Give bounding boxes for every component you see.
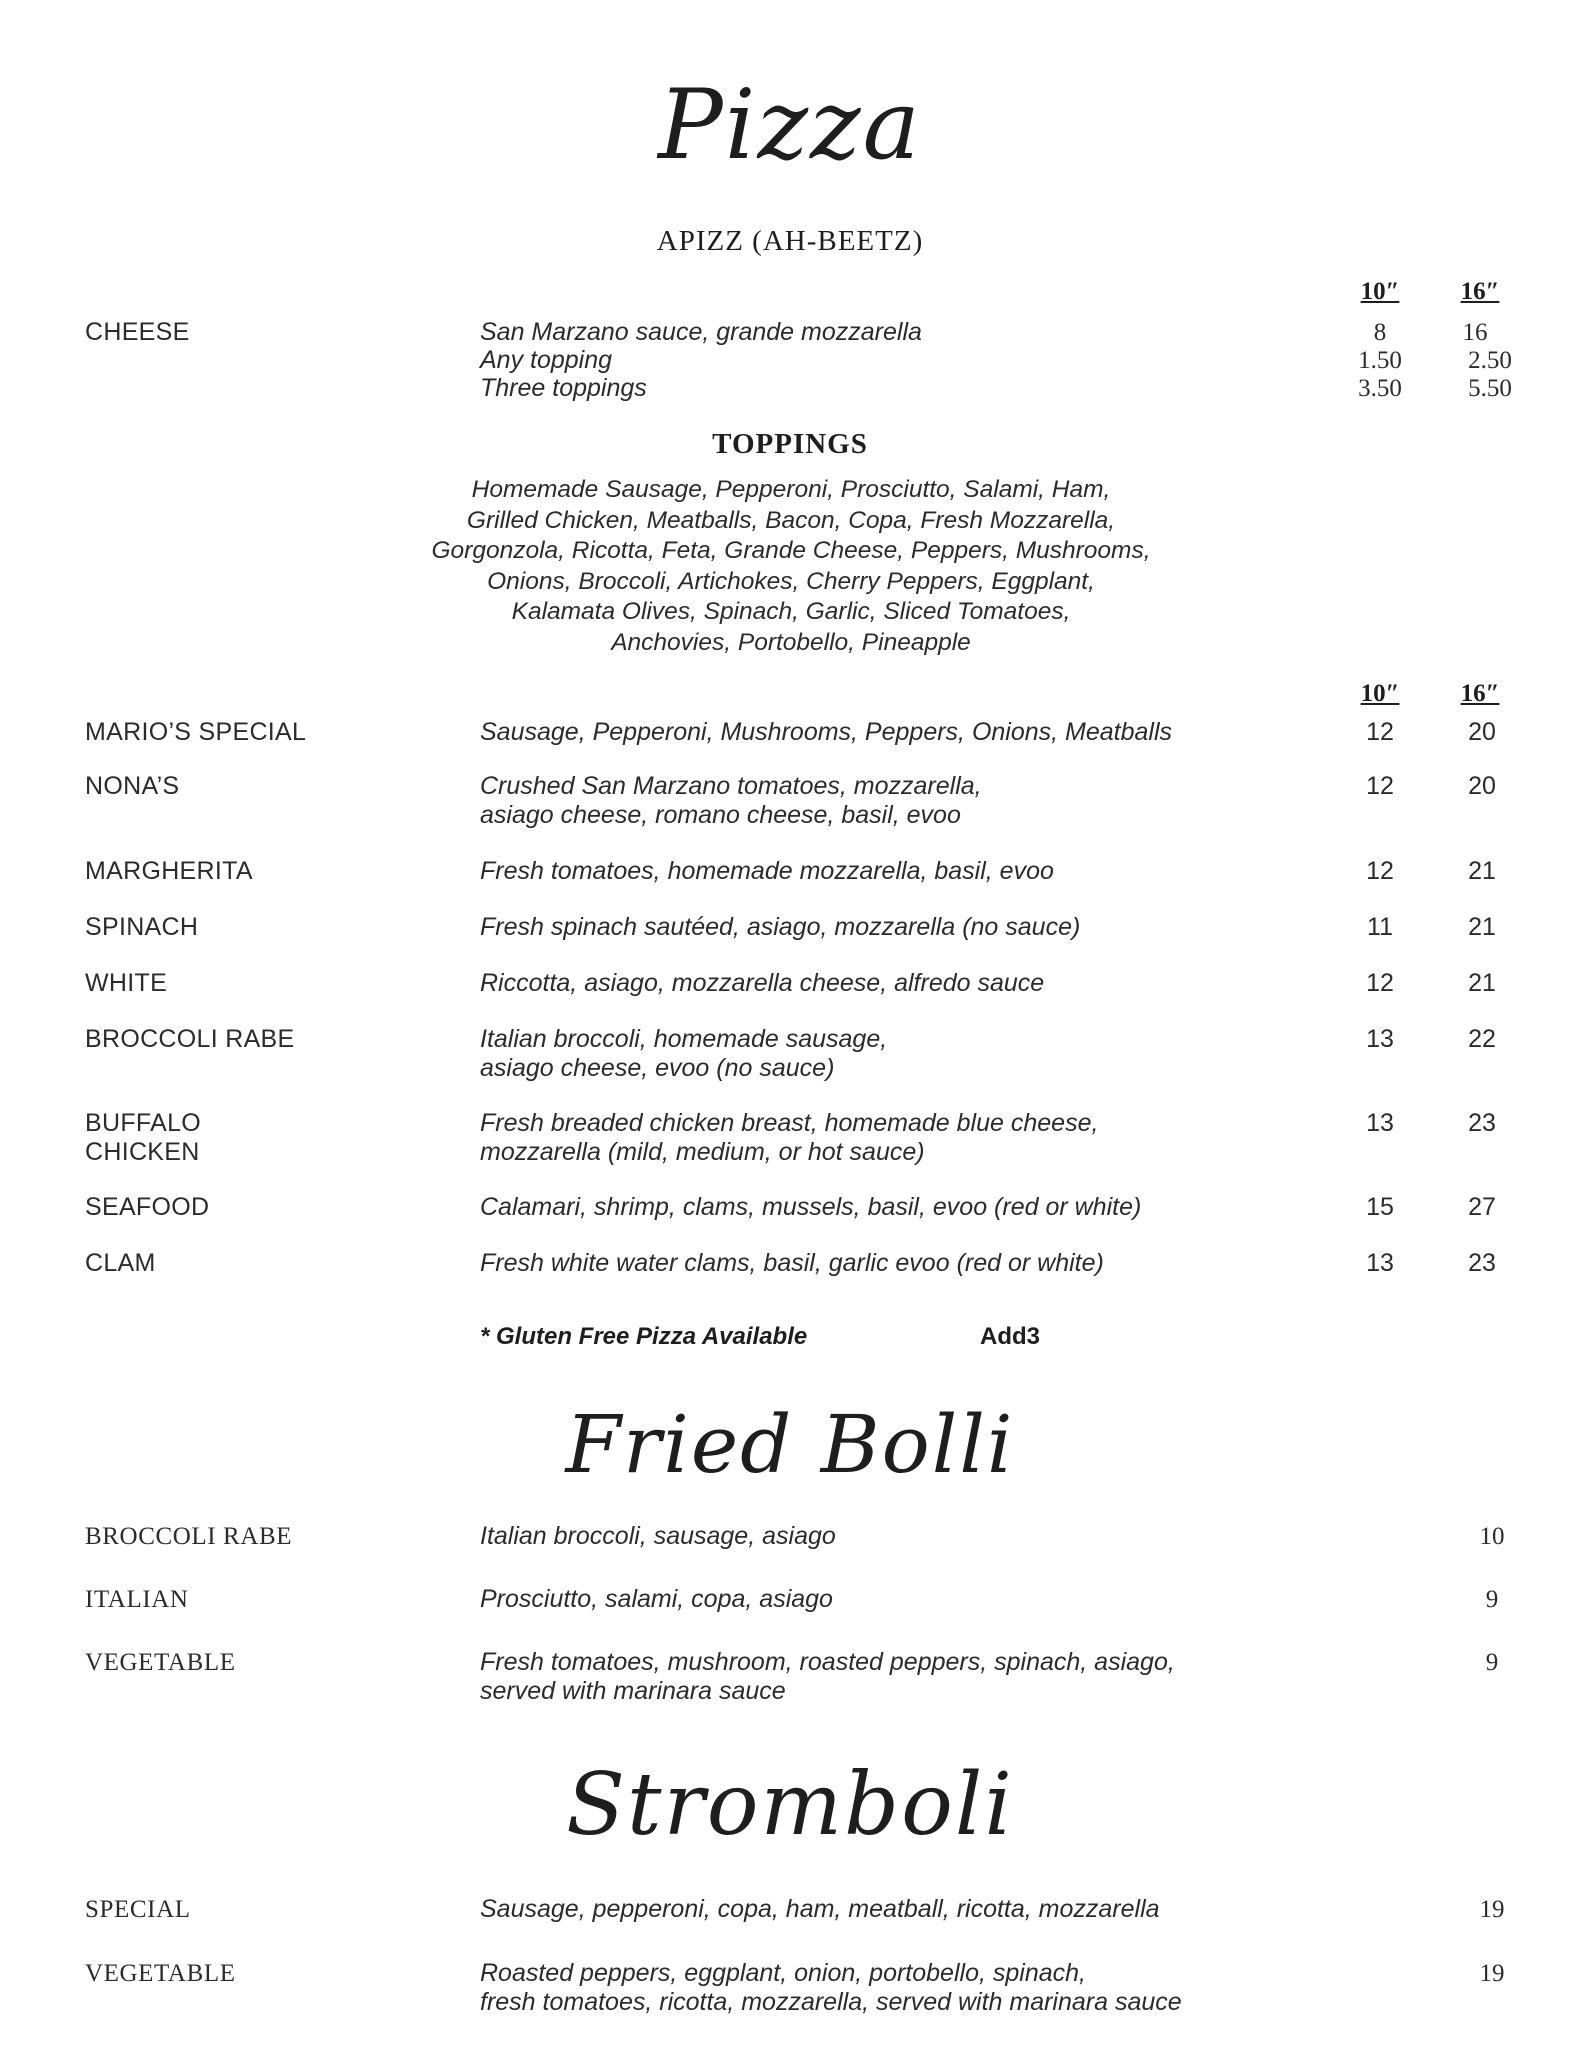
- menu-item-description: Fresh spinach sautéed, asiago, mozzarella (no sauce): [480, 913, 1081, 941]
- size-header-small: 10″: [1360, 680, 1400, 707]
- menu-item-description: Prosciutto, salami, copa, asiago: [480, 1585, 833, 1613]
- menu-item-name: VEGETABLE: [85, 1649, 236, 1676]
- price-10-inch: 12: [1366, 969, 1394, 997]
- menu-item-name: BUFFALO CHICKEN: [85, 1109, 202, 1166]
- price-16-inch: 21: [1468, 857, 1496, 885]
- size-header-small: 10″: [1360, 278, 1400, 305]
- menu-item-description: Calamari, shrimp, clams, mussels, basil, evoo (red or white): [480, 1193, 1142, 1221]
- price-16-inch: 16: [1462, 319, 1488, 346]
- menu-item-description: Fresh tomatoes, homemade mozzarella, basil, evoo: [480, 857, 1054, 885]
- toppings-line: Gorgonzola, Ricotta, Feta, Grande Cheese, Peppers, Mushrooms,: [431, 537, 1151, 564]
- price-16-inch: 21: [1468, 969, 1496, 997]
- price-16-inch: 23: [1468, 1249, 1496, 1277]
- menu-item-name: BROCCOLI RABE: [85, 1025, 295, 1053]
- price-16-inch: 20: [1468, 718, 1496, 746]
- menu-item-name: SPINACH: [85, 913, 199, 941]
- price-10-inch: 12: [1366, 772, 1394, 800]
- toppings-line: Grilled Chicken, Meatballs, Bacon, Copa, Fresh Mozzarella,: [466, 506, 1116, 534]
- cheese-line-desc: San Marzano sauce, grande mozzarella: [480, 318, 922, 346]
- cheese-line-desc: Three toppings: [480, 374, 647, 402]
- pizza-title: Pizza: [658, 69, 922, 181]
- menu-item-name: ITALIAN: [85, 1586, 189, 1613]
- item-price: 9: [1485, 1586, 1499, 1613]
- menu-item-description: Italian broccoli, sausage, asiago: [480, 1522, 836, 1550]
- item-price: 10: [1479, 1523, 1505, 1550]
- price-10-inch: 3.50: [1358, 375, 1402, 402]
- price-16-inch: 27: [1468, 1193, 1496, 1221]
- size-header-large: 16″: [1460, 680, 1500, 707]
- toppings-list: [230, 475, 1352, 658]
- price-16-inch: 21: [1468, 913, 1496, 941]
- menu-item-description: Riccotta, asiago, mozzarella cheese, alfredo sauce: [480, 969, 1045, 997]
- menu-item-description: Fresh breaded chicken breast, homemade blue cheese, mozzarella (mild, medium, or hot sauce): [480, 1109, 1099, 1166]
- cheese-line-desc: Any topping: [480, 346, 613, 374]
- price-10-inch: 13: [1366, 1249, 1394, 1277]
- menu-item-name: WHITE: [85, 969, 168, 997]
- price-10-inch: 12: [1366, 857, 1394, 885]
- pizza-subtitle: APIZZ (AH-BEETZ): [656, 225, 924, 257]
- toppings-heading: TOPPINGS: [712, 428, 868, 460]
- price-16-inch: 20: [1468, 772, 1496, 800]
- menu-item-name: VEGETABLE: [85, 1960, 236, 1987]
- price-10-inch: 12: [1366, 718, 1394, 746]
- price-10-inch: 11: [1367, 913, 1393, 941]
- stromboli-title: Stromboli: [566, 1755, 1014, 1855]
- price-10-inch: 13: [1366, 1025, 1394, 1053]
- menu-item-description: Italian broccoli, homemade sausage, asiago cheese, evoo (no sauce): [480, 1025, 888, 1082]
- menu-item-name: CHEESE: [85, 318, 190, 346]
- menu-item-description: Fresh white water clams, basil, garlic evoo (red or white): [480, 1249, 1104, 1277]
- price-10-inch: 8: [1373, 319, 1387, 346]
- item-price: 9: [1485, 1649, 1499, 1676]
- price-10-inch: 15: [1366, 1193, 1394, 1221]
- menu-item-name: NONA’S: [85, 772, 180, 800]
- size-header-large: 16″: [1460, 278, 1500, 305]
- menu-item-description: Sausage, pepperoni, copa, ham, meatball, ricotta, mozzarella: [480, 1895, 1160, 1923]
- item-price: 19: [1479, 1896, 1505, 1923]
- menu-item-name: MARIO’S SPECIAL: [85, 718, 307, 746]
- menu-item-name: MARGHERITA: [85, 857, 253, 885]
- menu-item-description: Sausage, Pepperoni, Mushrooms, Peppers, Onions, Meatballs: [480, 718, 1173, 746]
- toppings-line: Onions, Broccoli, Artichokes, Cherry Peppers, Eggplant,: [487, 567, 1095, 595]
- item-price: 19: [1479, 1960, 1505, 1987]
- toppings-line: Anchovies, Portobello, Pineapple: [611, 628, 971, 656]
- menu-item-description: Roasted peppers, eggplant, onion, portobello, spinach, fresh tomatoes, ricotta, mozzarella, served with marinara sauce: [480, 1959, 1182, 2016]
- menu-item-name: CLAM: [85, 1249, 156, 1277]
- price-10-inch: 1.50: [1358, 347, 1402, 374]
- price-16-inch: 23: [1468, 1109, 1496, 1137]
- fried-bolli-title: Fried Bolli: [565, 1398, 1015, 1491]
- menu-item-name: SPECIAL: [85, 1896, 191, 1923]
- menu-item-name: BROCCOLI RABE: [85, 1523, 293, 1550]
- gluten-free-note: * Gluten Free Pizza Available: [480, 1323, 808, 1350]
- toppings-line: Homemade Sausage, Pepperoni, Prosciutto, Salami, Ham,: [471, 476, 1111, 503]
- price-10-inch: 13: [1366, 1109, 1394, 1137]
- menu-item-description: Fresh tomatoes, mushroom, roasted peppers, spinach, asiago, served with marinara sauce: [480, 1648, 1175, 1705]
- price-16-inch: 22: [1468, 1025, 1496, 1053]
- menu-item-description: Crushed San Marzano tomatoes, mozzarella, asiago cheese, romano cheese, basil, evoo: [480, 772, 982, 829]
- gluten-free-surcharge: Add3: [980, 1323, 1040, 1350]
- price-16-inch: 2.50: [1468, 347, 1512, 374]
- price-16-inch: 5.50: [1468, 375, 1512, 402]
- toppings-line: Kalamata Olives, Spinach, Garlic, Sliced Tomatoes,: [511, 598, 1071, 625]
- menu-item-name: SEAFOOD: [85, 1193, 210, 1221]
